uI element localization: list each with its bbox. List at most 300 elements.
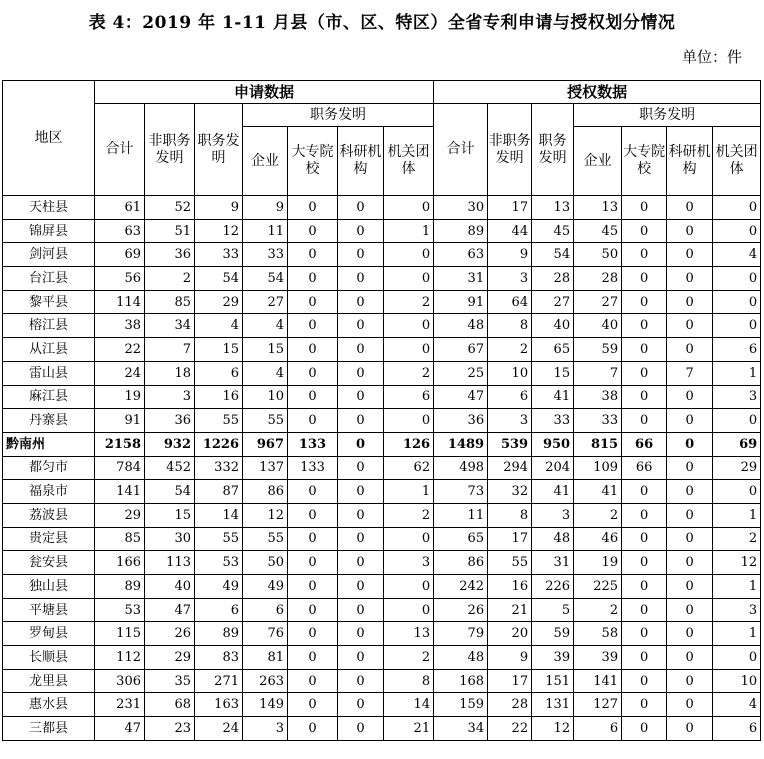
region-cell: 台江县 — [3, 267, 95, 291]
value-cell: 46 — [574, 527, 622, 551]
value-cell: 55 — [243, 527, 288, 551]
value-cell: 231 — [95, 693, 145, 717]
value-cell: 53 — [95, 598, 145, 622]
value-cell: 0 — [667, 314, 713, 338]
header-grant-duty: 职务发明 — [532, 104, 574, 196]
value-cell: 19 — [95, 385, 145, 409]
value-cell: 0 — [288, 196, 338, 220]
value-cell: 55 — [243, 409, 288, 433]
value-cell: 86 — [434, 551, 488, 575]
value-cell: 12 — [713, 551, 761, 575]
value-cell: 49 — [195, 575, 243, 599]
table-row — [3, 622, 761, 646]
table-row — [3, 693, 761, 717]
value-cell: 0 — [288, 361, 338, 385]
table-row — [3, 219, 761, 243]
value-cell: 28 — [532, 267, 574, 291]
region-cell: 独山县 — [3, 575, 95, 599]
value-cell: 0 — [384, 314, 434, 338]
value-cell: 7 — [145, 338, 195, 362]
value-cell: 61 — [95, 196, 145, 220]
value-cell: 9 — [195, 196, 243, 220]
value-cell: 159 — [434, 693, 488, 717]
value-cell: 79 — [434, 622, 488, 646]
value-cell: 66 — [622, 456, 667, 480]
value-cell: 2 — [488, 338, 532, 362]
value-cell: 10 — [488, 361, 532, 385]
value-cell: 34 — [145, 314, 195, 338]
value-cell: 0 — [338, 338, 384, 362]
value-cell: 0 — [667, 551, 713, 575]
header-grant-org: 机关团体 — [713, 127, 761, 196]
value-cell: 0 — [667, 598, 713, 622]
value-cell: 33 — [243, 243, 288, 267]
value-cell: 0 — [667, 290, 713, 314]
unit-label: 单位：件 — [681, 48, 742, 66]
value-cell: 29 — [713, 456, 761, 480]
value-cell: 0 — [622, 290, 667, 314]
value-cell: 63 — [95, 219, 145, 243]
value-cell: 28 — [488, 693, 532, 717]
value-cell: 6 — [384, 385, 434, 409]
value-cell: 6 — [195, 598, 243, 622]
value-cell: 55 — [195, 527, 243, 551]
value-cell: 225 — [574, 575, 622, 599]
value-cell: 8 — [488, 314, 532, 338]
region-cell: 荔波县 — [3, 503, 95, 527]
value-cell: 26 — [145, 622, 195, 646]
value-cell: 22 — [488, 717, 532, 741]
value-cell: 14 — [195, 503, 243, 527]
value-cell: 0 — [622, 219, 667, 243]
value-cell: 0 — [338, 196, 384, 220]
value-cell: 0 — [338, 669, 384, 693]
value-cell: 1489 — [434, 432, 488, 456]
value-cell: 32 — [488, 480, 532, 504]
value-cell: 0 — [338, 385, 384, 409]
value-cell: 11 — [434, 503, 488, 527]
value-cell: 0 — [338, 622, 384, 646]
value-cell: 41 — [532, 480, 574, 504]
value-cell: 36 — [145, 409, 195, 433]
header-apply-nonduty: 非职务发明 — [145, 104, 195, 196]
value-cell: 0 — [288, 267, 338, 291]
value-cell: 21 — [488, 598, 532, 622]
value-cell: 89 — [195, 622, 243, 646]
value-cell: 81 — [243, 646, 288, 670]
value-cell: 166 — [95, 551, 145, 575]
value-cell: 29 — [145, 646, 195, 670]
value-cell: 6 — [713, 717, 761, 741]
value-cell: 0 — [667, 480, 713, 504]
value-cell: 50 — [243, 551, 288, 575]
value-cell: 58 — [574, 622, 622, 646]
value-cell: 0 — [338, 480, 384, 504]
value-cell: 29 — [95, 503, 145, 527]
value-cell: 27 — [574, 290, 622, 314]
value-cell: 115 — [95, 622, 145, 646]
value-cell: 55 — [488, 551, 532, 575]
value-cell: 21 — [384, 717, 434, 741]
header-grant-group: 授权数据 — [434, 81, 761, 104]
value-cell: 0 — [338, 717, 384, 741]
value-cell: 16 — [195, 385, 243, 409]
value-cell: 27 — [532, 290, 574, 314]
value-cell: 0 — [622, 338, 667, 362]
table-row — [3, 432, 761, 456]
value-cell: 6 — [195, 361, 243, 385]
value-cell: 7 — [667, 361, 713, 385]
value-cell: 47 — [434, 385, 488, 409]
value-cell: 39 — [532, 646, 574, 670]
value-cell: 0 — [338, 361, 384, 385]
value-cell: 52 — [145, 196, 195, 220]
value-cell: 15 — [532, 361, 574, 385]
region-cell: 都匀市 — [3, 456, 95, 480]
value-cell: 18 — [145, 361, 195, 385]
value-cell: 51 — [145, 219, 195, 243]
value-cell: 2 — [384, 290, 434, 314]
value-cell: 89 — [434, 219, 488, 243]
value-cell: 0 — [667, 646, 713, 670]
value-cell: 1 — [384, 219, 434, 243]
header-apply-duty-group: 职务发明 — [243, 104, 434, 127]
value-cell: 29 — [195, 290, 243, 314]
table-row — [3, 598, 761, 622]
value-cell: 0 — [667, 456, 713, 480]
value-cell: 168 — [434, 669, 488, 693]
value-cell: 0 — [384, 598, 434, 622]
table-row — [3, 456, 761, 480]
value-cell: 4 — [713, 243, 761, 267]
table-row — [3, 669, 761, 693]
value-cell: 55 — [195, 409, 243, 433]
value-cell: 48 — [434, 646, 488, 670]
value-cell: 0 — [288, 480, 338, 504]
value-cell: 59 — [574, 338, 622, 362]
value-cell: 13 — [532, 196, 574, 220]
value-cell: 1226 — [195, 432, 243, 456]
value-cell: 6 — [488, 385, 532, 409]
table-row — [3, 314, 761, 338]
value-cell: 4 — [713, 693, 761, 717]
value-cell: 1 — [713, 622, 761, 646]
value-cell: 7 — [574, 361, 622, 385]
value-cell: 0 — [288, 693, 338, 717]
header-apply-college: 大专院校 — [288, 127, 338, 196]
table-row — [3, 503, 761, 527]
region-cell: 雷山县 — [3, 361, 95, 385]
value-cell: 0 — [338, 575, 384, 599]
value-cell: 0 — [338, 267, 384, 291]
table-row — [3, 385, 761, 409]
value-cell: 0 — [338, 598, 384, 622]
value-cell: 141 — [574, 669, 622, 693]
table-row — [3, 290, 761, 314]
value-cell: 3 — [145, 385, 195, 409]
value-cell: 0 — [384, 196, 434, 220]
value-cell: 15 — [145, 503, 195, 527]
table-row — [3, 575, 761, 599]
value-cell: 48 — [434, 314, 488, 338]
value-cell: 26 — [434, 598, 488, 622]
value-cell: 0 — [667, 503, 713, 527]
value-cell: 24 — [95, 361, 145, 385]
header-grant-college: 大专院校 — [622, 127, 667, 196]
value-cell: 294 — [488, 456, 532, 480]
value-cell: 0 — [338, 219, 384, 243]
header-grant-enterprise: 企业 — [574, 127, 622, 196]
region-cell: 三都县 — [3, 717, 95, 741]
value-cell: 0 — [713, 267, 761, 291]
value-cell: 0 — [288, 527, 338, 551]
value-cell: 113 — [145, 551, 195, 575]
value-cell: 0 — [667, 717, 713, 741]
value-cell: 815 — [574, 432, 622, 456]
value-cell: 0 — [667, 409, 713, 433]
value-cell: 539 — [488, 432, 532, 456]
value-cell: 33 — [532, 409, 574, 433]
header-apply-total: 合计 — [95, 104, 145, 196]
value-cell: 151 — [532, 669, 574, 693]
value-cell: 3 — [713, 598, 761, 622]
region-cell: 长顺县 — [3, 646, 95, 670]
value-cell: 8 — [488, 503, 532, 527]
table-row — [3, 551, 761, 575]
value-cell: 0 — [667, 196, 713, 220]
value-cell: 54 — [243, 267, 288, 291]
value-cell: 3 — [384, 551, 434, 575]
value-cell: 0 — [288, 503, 338, 527]
header-region: 地区 — [3, 81, 95, 196]
value-cell: 0 — [288, 717, 338, 741]
region-cell: 瓮安县 — [3, 551, 95, 575]
value-cell: 50 — [574, 243, 622, 267]
value-cell: 0 — [713, 480, 761, 504]
value-cell: 0 — [667, 669, 713, 693]
value-cell: 5 — [532, 598, 574, 622]
table-row — [3, 338, 761, 362]
value-cell: 62 — [384, 456, 434, 480]
value-cell: 2 — [384, 503, 434, 527]
value-cell: 16 — [488, 575, 532, 599]
value-cell: 0 — [622, 527, 667, 551]
value-cell: 12 — [532, 717, 574, 741]
value-cell: 0 — [713, 290, 761, 314]
value-cell: 1 — [384, 480, 434, 504]
value-cell: 91 — [95, 409, 145, 433]
region-cell: 榕江县 — [3, 314, 95, 338]
value-cell: 1 — [713, 503, 761, 527]
value-cell: 10 — [243, 385, 288, 409]
value-cell: 0 — [384, 409, 434, 433]
value-cell: 63 — [434, 243, 488, 267]
value-cell: 0 — [622, 693, 667, 717]
value-cell: 2 — [713, 527, 761, 551]
value-cell: 67 — [434, 338, 488, 362]
header-apply-org: 机关团体 — [384, 127, 434, 196]
region-cell: 从江县 — [3, 338, 95, 362]
value-cell: 69 — [95, 243, 145, 267]
patent-table — [2, 80, 761, 741]
value-cell: 87 — [195, 480, 243, 504]
value-cell: 9 — [488, 646, 532, 670]
value-cell: 0 — [622, 243, 667, 267]
header-grant-nonduty: 非职务发明 — [488, 104, 532, 196]
region-cell: 福泉市 — [3, 480, 95, 504]
value-cell: 127 — [574, 693, 622, 717]
value-cell: 38 — [574, 385, 622, 409]
value-cell: 0 — [622, 622, 667, 646]
value-cell: 0 — [622, 409, 667, 433]
value-cell: 9 — [243, 196, 288, 220]
value-cell: 54 — [532, 243, 574, 267]
value-cell: 0 — [622, 480, 667, 504]
value-cell: 91 — [434, 290, 488, 314]
value-cell: 204 — [532, 456, 574, 480]
value-cell: 0 — [622, 669, 667, 693]
value-cell: 306 — [95, 669, 145, 693]
region-cell: 罗甸县 — [3, 622, 95, 646]
value-cell: 0 — [667, 693, 713, 717]
value-cell: 0 — [384, 267, 434, 291]
value-cell: 0 — [384, 575, 434, 599]
value-cell: 31 — [532, 551, 574, 575]
value-cell: 13 — [574, 196, 622, 220]
value-cell: 12 — [243, 503, 288, 527]
value-cell: 68 — [145, 693, 195, 717]
value-cell: 59 — [532, 622, 574, 646]
value-cell: 40 — [145, 575, 195, 599]
value-cell: 54 — [195, 267, 243, 291]
value-cell: 6 — [574, 717, 622, 741]
value-cell: 65 — [434, 527, 488, 551]
value-cell: 17 — [488, 196, 532, 220]
value-cell: 0 — [288, 551, 338, 575]
value-cell: 86 — [243, 480, 288, 504]
value-cell: 17 — [488, 669, 532, 693]
value-cell: 0 — [338, 314, 384, 338]
value-cell: 34 — [434, 717, 488, 741]
value-cell: 332 — [195, 456, 243, 480]
value-cell: 0 — [713, 646, 761, 670]
value-cell: 131 — [532, 693, 574, 717]
value-cell: 36 — [145, 243, 195, 267]
value-cell: 0 — [288, 409, 338, 433]
value-cell: 14 — [384, 693, 434, 717]
value-cell: 73 — [434, 480, 488, 504]
page-title: 表 4：2019 年 1-11 月县（市、区、特区）全省专利申请与授权划分情况 — [88, 13, 676, 33]
value-cell: 0 — [338, 409, 384, 433]
value-cell: 109 — [574, 456, 622, 480]
value-cell: 0 — [667, 575, 713, 599]
value-cell: 36 — [434, 409, 488, 433]
header-grant-research: 科研机构 — [667, 127, 713, 196]
value-cell: 1 — [713, 575, 761, 599]
value-cell: 0 — [338, 551, 384, 575]
value-cell: 13 — [384, 622, 434, 646]
value-cell: 10 — [713, 669, 761, 693]
value-cell: 0 — [622, 646, 667, 670]
value-cell: 22 — [95, 338, 145, 362]
value-cell: 784 — [95, 456, 145, 480]
value-cell: 33 — [574, 409, 622, 433]
value-cell: 932 — [145, 432, 195, 456]
value-cell: 137 — [243, 456, 288, 480]
value-cell: 0 — [713, 196, 761, 220]
value-cell: 40 — [532, 314, 574, 338]
value-cell: 0 — [667, 622, 713, 646]
value-cell: 23 — [145, 717, 195, 741]
value-cell: 89 — [95, 575, 145, 599]
value-cell: 24 — [195, 717, 243, 741]
value-cell: 76 — [243, 622, 288, 646]
value-cell: 0 — [288, 598, 338, 622]
table-row — [3, 480, 761, 504]
value-cell: 53 — [195, 551, 243, 575]
value-cell: 6 — [713, 338, 761, 362]
value-cell: 112 — [95, 646, 145, 670]
value-cell: 0 — [667, 527, 713, 551]
value-cell: 149 — [243, 693, 288, 717]
value-cell: 133 — [288, 432, 338, 456]
value-cell: 4 — [243, 314, 288, 338]
table-row — [3, 717, 761, 741]
value-cell: 83 — [195, 646, 243, 670]
region-cell: 平塘县 — [3, 598, 95, 622]
value-cell: 0 — [384, 338, 434, 362]
value-cell: 41 — [574, 480, 622, 504]
value-cell: 967 — [243, 432, 288, 456]
value-cell: 40 — [574, 314, 622, 338]
value-cell: 0 — [338, 693, 384, 717]
value-cell: 3 — [488, 267, 532, 291]
value-cell: 0 — [622, 361, 667, 385]
value-cell: 0 — [288, 290, 338, 314]
header-apply-group: 申请数据 — [95, 81, 434, 104]
value-cell: 126 — [384, 432, 434, 456]
value-cell: 54 — [145, 480, 195, 504]
value-cell: 242 — [434, 575, 488, 599]
value-cell: 114 — [95, 290, 145, 314]
value-cell: 4 — [243, 361, 288, 385]
region-cell: 龙里县 — [3, 669, 95, 693]
value-cell: 0 — [713, 314, 761, 338]
header-apply-enterprise: 企业 — [243, 127, 288, 196]
table-body — [3, 196, 761, 741]
value-cell: 3 — [243, 717, 288, 741]
value-cell: 1 — [713, 361, 761, 385]
region-cell: 黔南州 — [3, 432, 95, 456]
value-cell: 45 — [532, 219, 574, 243]
value-cell: 38 — [95, 314, 145, 338]
value-cell: 3 — [532, 503, 574, 527]
value-cell: 0 — [288, 622, 338, 646]
value-cell: 0 — [288, 669, 338, 693]
value-cell: 48 — [532, 527, 574, 551]
value-cell: 33 — [195, 243, 243, 267]
value-cell: 0 — [338, 503, 384, 527]
region-cell: 黎平县 — [3, 290, 95, 314]
value-cell: 30 — [145, 527, 195, 551]
value-cell: 47 — [95, 717, 145, 741]
value-cell: 66 — [622, 432, 667, 456]
region-cell: 剑河县 — [3, 243, 95, 267]
table-row — [3, 409, 761, 433]
region-cell: 丹寨县 — [3, 409, 95, 433]
value-cell: 0 — [622, 575, 667, 599]
value-cell: 0 — [288, 243, 338, 267]
